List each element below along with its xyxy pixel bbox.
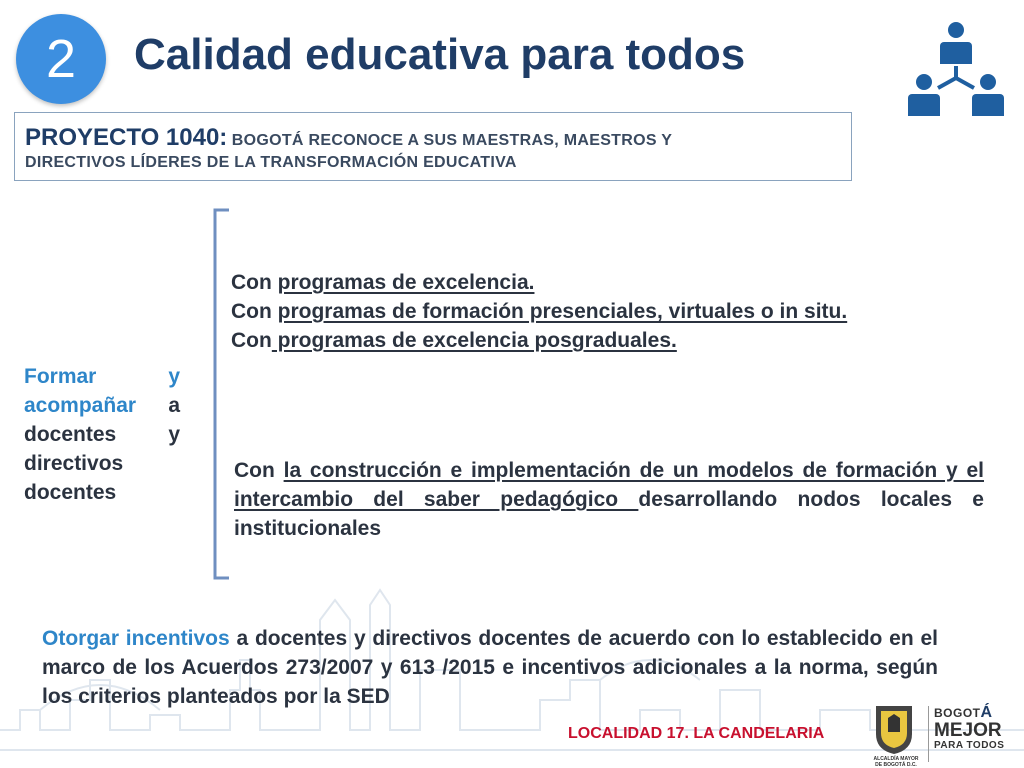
construction-suffix: desarrollando nodos locales e institucionales	[234, 488, 984, 540]
project-description-line2: DIRECTIVOS LÍDERES DE LA TRANSFORMACIÓN EDUCATIVA	[25, 154, 517, 171]
construction-paragraph	[234, 456, 984, 543]
team-hierarchy-icon	[906, 20, 1006, 120]
alcaldia-text: ALCALDÍA MAYOR DE BOGOTÁ D.C.	[873, 756, 919, 768]
formar-conjunction: y	[168, 365, 180, 388]
page-title: Calidad educativa para todos	[134, 30, 746, 79]
incentives-text: a docentes y directivos docentes de acuerdo con lo establecido en el marco de los Acuerdos 273/2007 y 613 /2015 e incentivos adicionales a la norma, según los criterios planteados por la SED	[42, 627, 938, 708]
docentes-word-2: docentes	[24, 481, 117, 504]
bogota-mejor-logo: BOGOTÁ MEJOR PARA TODOS	[934, 704, 1005, 751]
program-item-posgraduales: Con programas de excelencia posgraduales.	[231, 329, 677, 352]
project-description-line1: BOGOTÁ RECONOCE A SUS MAESTRAS, MAESTROS Y	[231, 132, 673, 149]
program-item-excelencia: Con programas de excelencia.	[231, 271, 535, 294]
incentives-highlight: Otorgar incentivos	[42, 627, 230, 650]
docentes-conjunction: y	[168, 423, 180, 446]
formar-block	[24, 362, 180, 507]
section-number-badge: 2	[16, 14, 106, 104]
program-item-formacion: Con programas de formación presenciales, virtuales o in situ.	[231, 300, 848, 323]
programs-list	[231, 268, 971, 355]
construction-underlined: la construcción e implementación de un modelos de formación y el intercambio del saber pedagógico	[234, 459, 984, 511]
formar-word: Formar	[24, 365, 97, 388]
localidad-label: LOCALIDAD 17. LA CANDELARIA	[568, 725, 825, 742]
logo-divider	[928, 706, 929, 762]
directivos-word: directivos	[24, 452, 124, 475]
incentives-paragraph	[42, 624, 938, 711]
docentes-word: docentes	[24, 423, 117, 446]
preposition-a: a	[168, 394, 180, 417]
construction-prefix: Con	[234, 459, 284, 482]
footer-logos	[872, 700, 1024, 768]
bogota-seal-icon	[872, 702, 916, 756]
acompanar-word: acompañar	[24, 394, 137, 417]
project-label: PROYECTO 1040:	[25, 124, 228, 151]
project-box	[14, 112, 852, 181]
bracket-divider	[205, 208, 231, 580]
